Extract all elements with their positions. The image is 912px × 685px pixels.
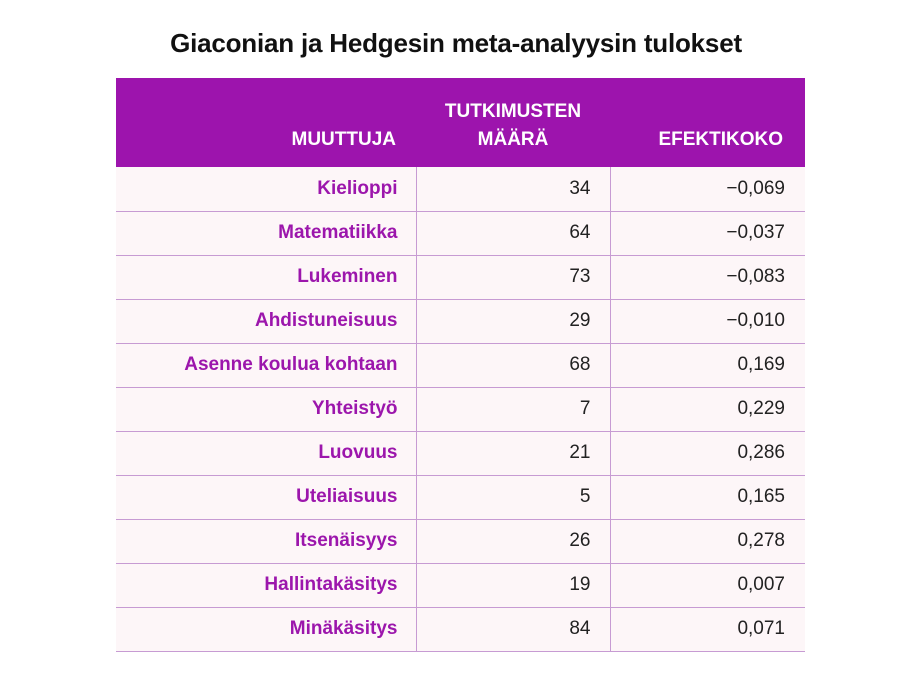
study-count-cell: 29 bbox=[416, 299, 610, 343]
table-row bbox=[116, 255, 805, 299]
header-effect-size: EFEKTIKOKO bbox=[658, 129, 783, 150]
variable-cell: Kielioppi bbox=[116, 167, 416, 211]
table-row bbox=[116, 343, 805, 387]
variable-cell: Hallintakäsitys bbox=[116, 563, 416, 607]
study-count-cell: 84 bbox=[416, 607, 610, 651]
table-row bbox=[116, 519, 805, 563]
table-row bbox=[116, 211, 805, 255]
table-row bbox=[116, 563, 805, 607]
study-count-cell: 68 bbox=[416, 343, 610, 387]
header-row bbox=[116, 78, 805, 167]
study-count-cell: 5 bbox=[416, 475, 610, 519]
study-count-cell: 7 bbox=[416, 387, 610, 431]
variable-cell: Asenne koulua kohtaan bbox=[116, 343, 416, 387]
variable-cell: Uteliaisuus bbox=[116, 475, 416, 519]
study-count-cell: 73 bbox=[416, 255, 610, 299]
study-count-cell: 21 bbox=[416, 431, 610, 475]
table-row bbox=[116, 387, 805, 431]
table-row bbox=[116, 167, 805, 211]
table-row bbox=[116, 607, 805, 651]
table-row bbox=[116, 475, 805, 519]
effect-size-cell: −0,083 bbox=[610, 255, 805, 299]
study-count-cell: 34 bbox=[416, 167, 610, 211]
study-count-cell: 64 bbox=[416, 211, 610, 255]
variable-cell: Ahdistuneisuus bbox=[116, 299, 416, 343]
effect-size-cell: −0,069 bbox=[610, 167, 805, 211]
variable-cell: Matematiikka bbox=[116, 211, 416, 255]
table-row bbox=[116, 299, 805, 343]
effect-size-cell: 0,169 bbox=[610, 343, 805, 387]
header-study-count: TUTKIMUSTEN MÄÄRÄ bbox=[444, 101, 582, 150]
results-table bbox=[116, 78, 805, 652]
variable-cell: Luovuus bbox=[116, 431, 416, 475]
effect-size-cell: 0,165 bbox=[610, 475, 805, 519]
table-row bbox=[116, 431, 805, 475]
effect-size-cell: 0,007 bbox=[610, 563, 805, 607]
effect-size-cell: 0,229 bbox=[610, 387, 805, 431]
effect-size-cell: −0,010 bbox=[610, 299, 805, 343]
table-title: Giaconian ja Hedgesin meta-analyysin tulokset bbox=[170, 28, 742, 58]
variable-cell: Minäkäsitys bbox=[116, 607, 416, 651]
variable-cell: Itsenäisyys bbox=[116, 519, 416, 563]
effect-size-cell: 0,278 bbox=[610, 519, 805, 563]
study-count-cell: 26 bbox=[416, 519, 610, 563]
header-variable: MUUTTUJA bbox=[291, 129, 396, 150]
effect-size-cell: −0,037 bbox=[610, 211, 805, 255]
variable-cell: Yhteistyö bbox=[116, 387, 416, 431]
table-body bbox=[116, 167, 805, 651]
effect-size-cell: 0,071 bbox=[610, 607, 805, 651]
study-count-cell: 19 bbox=[416, 563, 610, 607]
effect-size-cell: 0,286 bbox=[610, 431, 805, 475]
table-header bbox=[116, 78, 805, 167]
variable-cell: Lukeminen bbox=[116, 255, 416, 299]
